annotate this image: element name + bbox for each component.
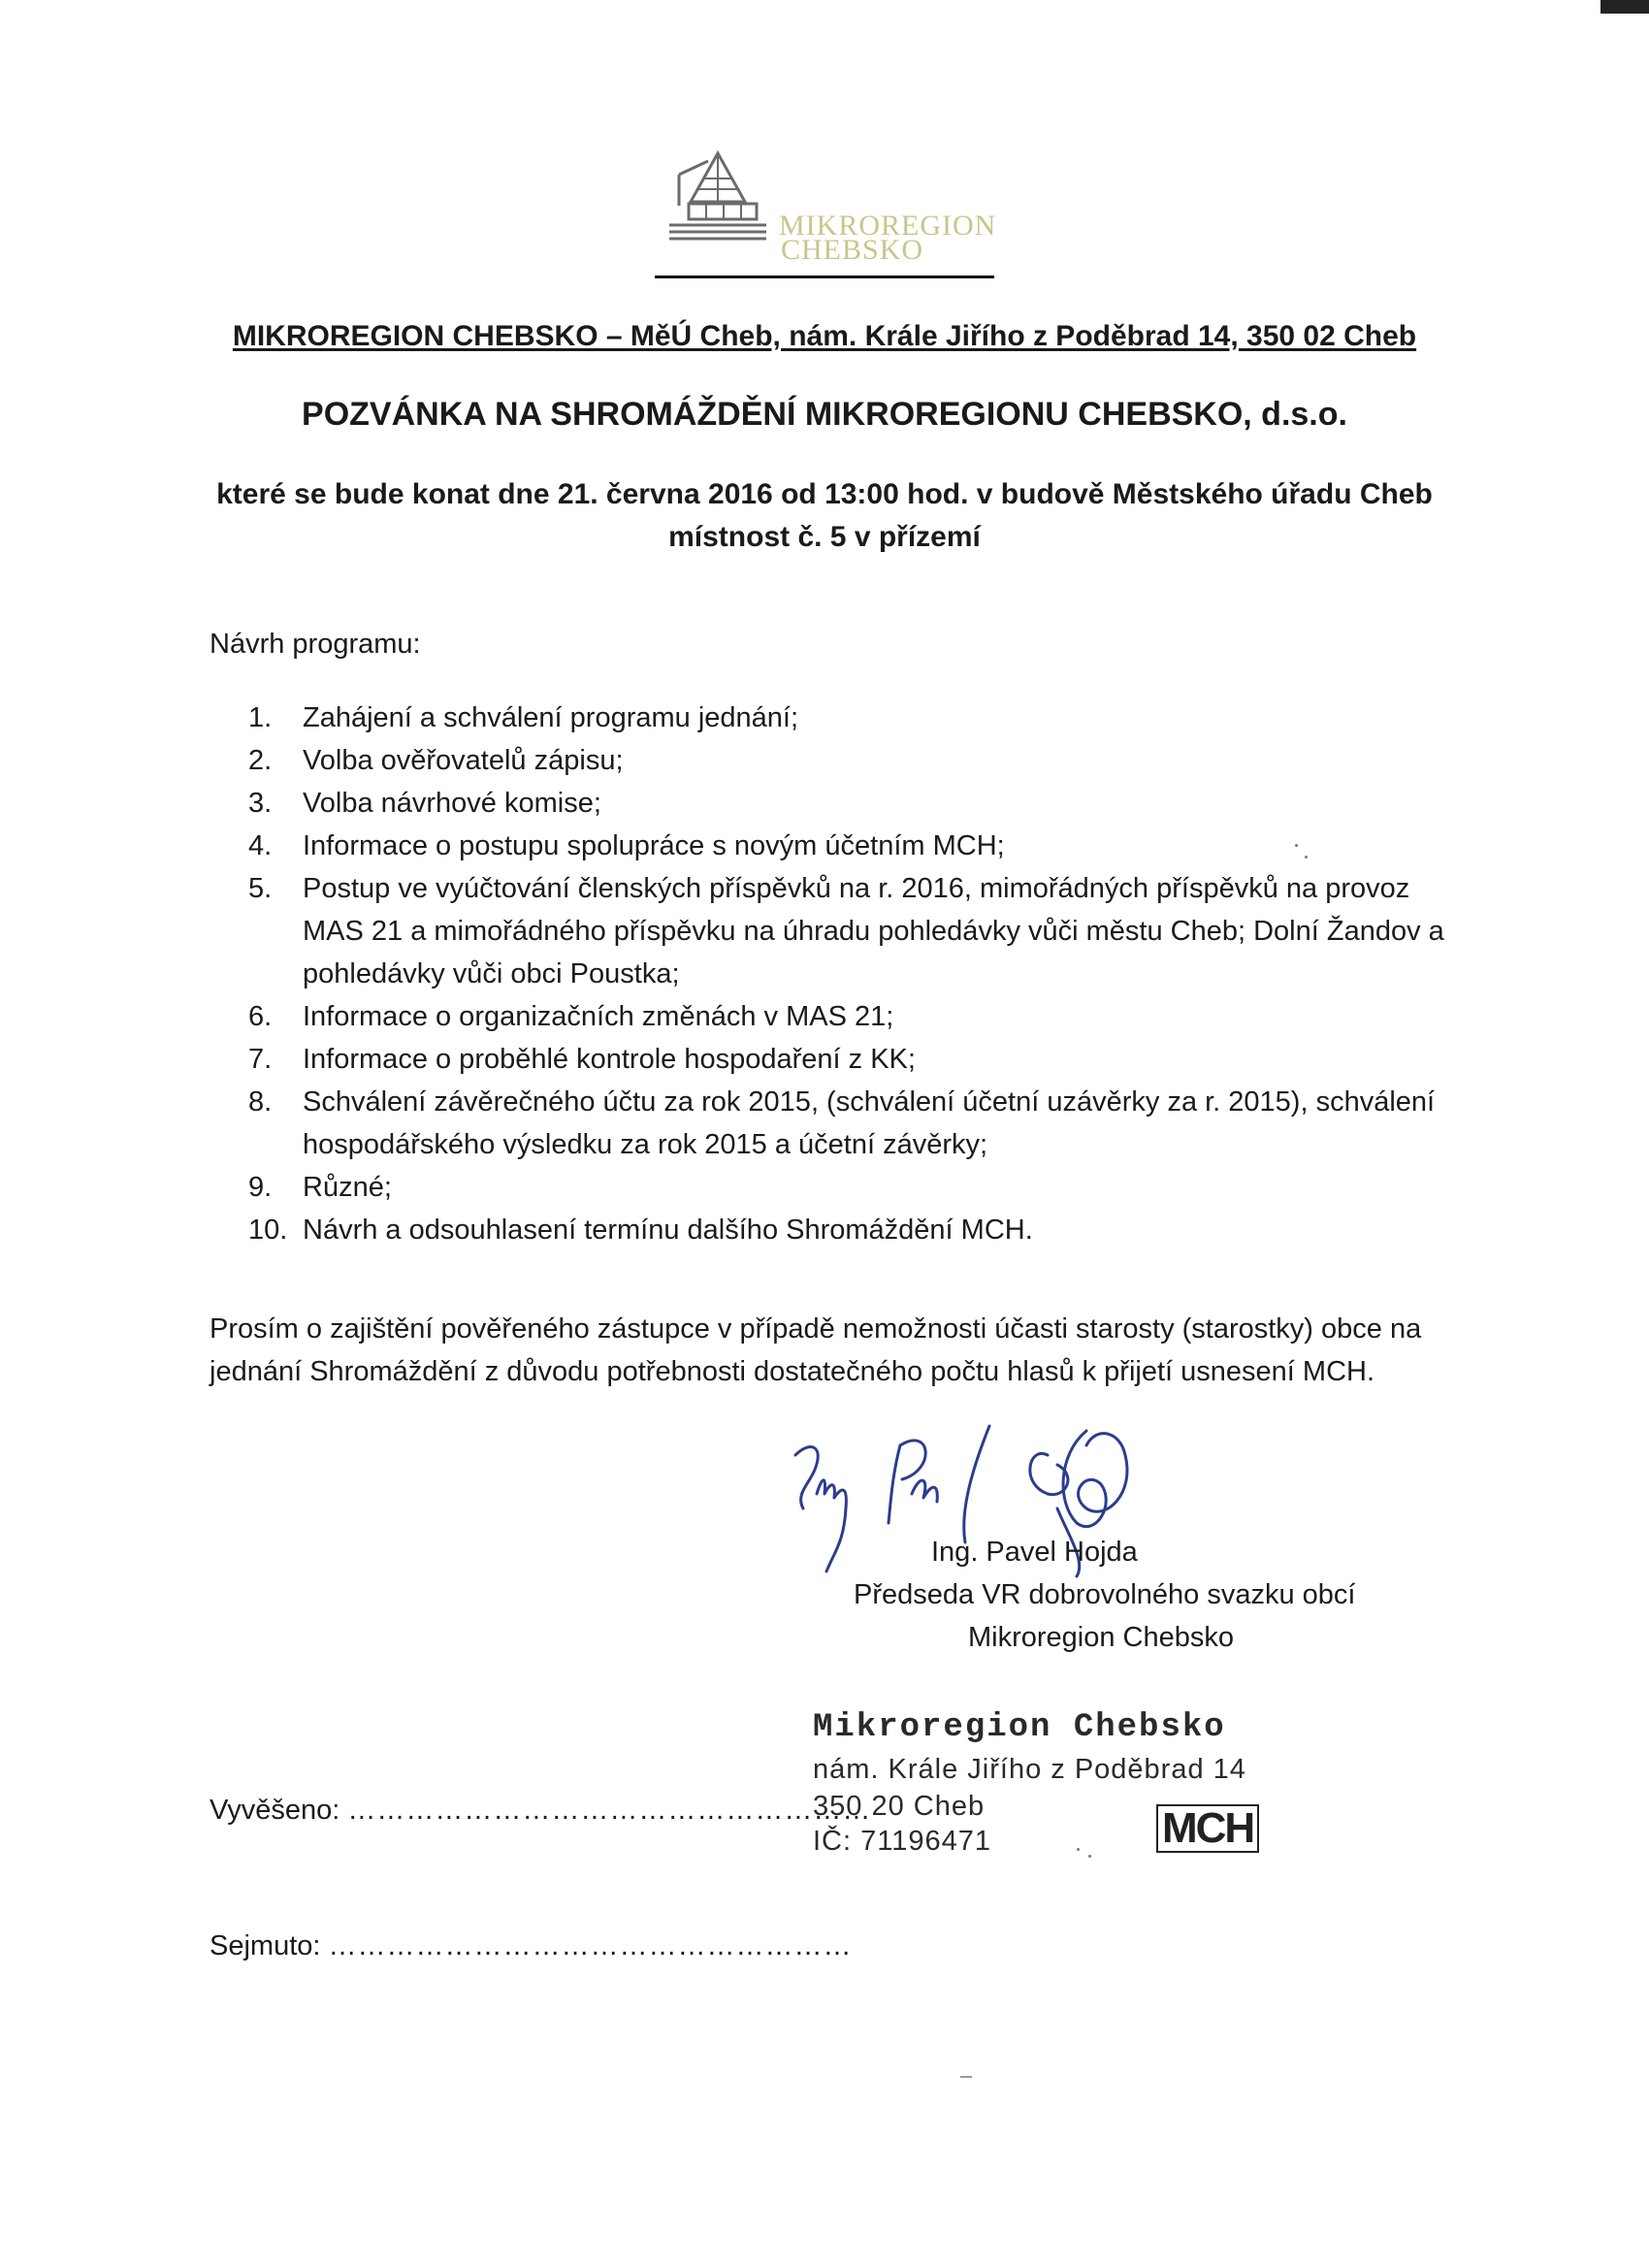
agenda-item: [248, 697, 1471, 739]
agenda-item-number: 8.: [248, 1086, 273, 1118]
meeting-details-line2: místnost č. 5 v přízemí: [668, 521, 981, 553]
meeting-details-line1: které se bude konat dne 21. června 2016 od 13:00 hod. v budově Městského úřadu Cheb: [216, 478, 1433, 510]
signatory-name: Ing. Pavel Hojda: [931, 1537, 1138, 1568]
agenda-item-text: Volba návrhové komise;: [303, 788, 601, 819]
scan-dash-mark: [960, 2076, 972, 2078]
logo-text-line1: MIKROREGION: [779, 210, 997, 242]
agenda-item-text: Zahájení a schválení programu jednání;: [303, 702, 799, 733]
header-address: MIKROREGION CHEBSKO – MěÚ Cheb, nám. Krále Jiřího z Poděbrad 14, 350 02 Cheb: [232, 320, 1417, 352]
removed-dotted-line: ………………………………………………: [328, 1930, 853, 1961]
mikroregion-logo: [650, 146, 999, 281]
scan-speck: [1088, 1855, 1091, 1858]
agenda-item: [248, 867, 1471, 995]
logo-divider: [655, 275, 994, 278]
agenda-item: [248, 1209, 1471, 1251]
agenda-item-number: 9.: [248, 1172, 273, 1203]
posted-label: Vyvěšeno:: [210, 1795, 340, 1826]
agenda-item-text: Návrh a odsouhlasení termínu dalšího Shromáždění MCH.: [303, 1215, 1033, 1246]
agenda-item-number: 1.: [248, 702, 273, 733]
stamp-name: Mikroregion Chebsko: [813, 1709, 1226, 1746]
scan-speck: [1305, 856, 1308, 859]
agenda-item-text: Informace o organizačních změnách v MAS 21;: [303, 1001, 894, 1032]
stamp-city: 350 20 Cheb: [813, 1791, 986, 1822]
agenda-item-number: 6.: [248, 1001, 273, 1032]
signatory-role: Předseda VR dobrovolného svazku obcí: [854, 1579, 1356, 1610]
scan-edge-mark: [1600, 0, 1649, 14]
agenda-item-number: 10.: [248, 1215, 288, 1246]
agenda-item: [248, 1166, 1471, 1209]
agenda-item: [248, 739, 1471, 782]
agenda-intro: Návrh programu:: [210, 629, 421, 660]
agenda-item: [248, 1038, 1471, 1081]
agenda-item-number: 2.: [248, 745, 273, 776]
agenda-item-number: 7.: [248, 1044, 273, 1075]
logo-text-line2: CHEBSKO: [781, 234, 924, 266]
agenda-item-text: Volba ověřovatelů zápisu;: [303, 745, 624, 776]
scan-speck: [1295, 844, 1298, 847]
posted-field: [210, 1795, 871, 1827]
agenda-item-text: Informace o postupu spolupráce s novým účetním MCH;: [303, 830, 1005, 861]
stamp-street: nám. Krále Jiřího z Poděbrad 14: [813, 1754, 1246, 1785]
agenda-list: [248, 697, 1471, 1251]
stamp-company-id: IČ: 71196471: [813, 1826, 991, 1857]
office-stamp: [813, 1709, 1278, 1874]
agenda-item: [248, 782, 1471, 825]
agenda-item-number: 5.: [248, 873, 273, 904]
agenda-item: [248, 825, 1471, 867]
agenda-item-text: Schválení závěrečného účtu za rok 2015, (schválení účetní uzávěrky za r. 2015), schválení hospodářského výsledku za rok 2015 a účetní závěrky;: [303, 1086, 1436, 1160]
scan-speck: [1077, 1848, 1080, 1851]
agenda-item: [248, 1081, 1471, 1166]
agenda-item-number: 3.: [248, 788, 273, 819]
agenda-item-text: Různé;: [303, 1172, 392, 1203]
meeting-details: [0, 473, 1649, 559]
agenda-item-text: Postup ve vyúčtování členských příspěvků na r. 2016, mimořádných příspěvků na provoz MAS 21 a mimořádného příspěvku na úhradu pohledávky vůči městu Cheb; Dolní Žandov a pohledávky vůči obci Poustka;: [303, 873, 1444, 989]
document-title: POZVÁNKA NA SHROMÁŽDĚNÍ MIKROREGIONU CHEBSKO, d.s.o.: [302, 396, 1347, 433]
delegate-note: Prosím o zajištění pověřeného zástupce v případě nemožnosti účasti starosty (starostky) obce na jednání Shromáždění z důvodu potřebnosti dostatečného počtu hlasů k přijetí usnesení MCH.: [210, 1313, 1422, 1387]
posted-dotted-line: ………………………………………………: [347, 1795, 872, 1826]
removed-label: Sejmuto:: [210, 1930, 321, 1961]
agenda-item-number: 4.: [248, 830, 273, 861]
agenda-item-text: Informace o proběhlé kontrole hospodaření z KK;: [303, 1044, 916, 1075]
removed-field: [210, 1930, 853, 1962]
house-logo-icon: [669, 146, 786, 252]
stamp-mch-badge: MCH: [1156, 1804, 1259, 1853]
agenda-item: [248, 995, 1471, 1038]
signatory-organization: Mikroregion Chebsko: [968, 1622, 1235, 1653]
